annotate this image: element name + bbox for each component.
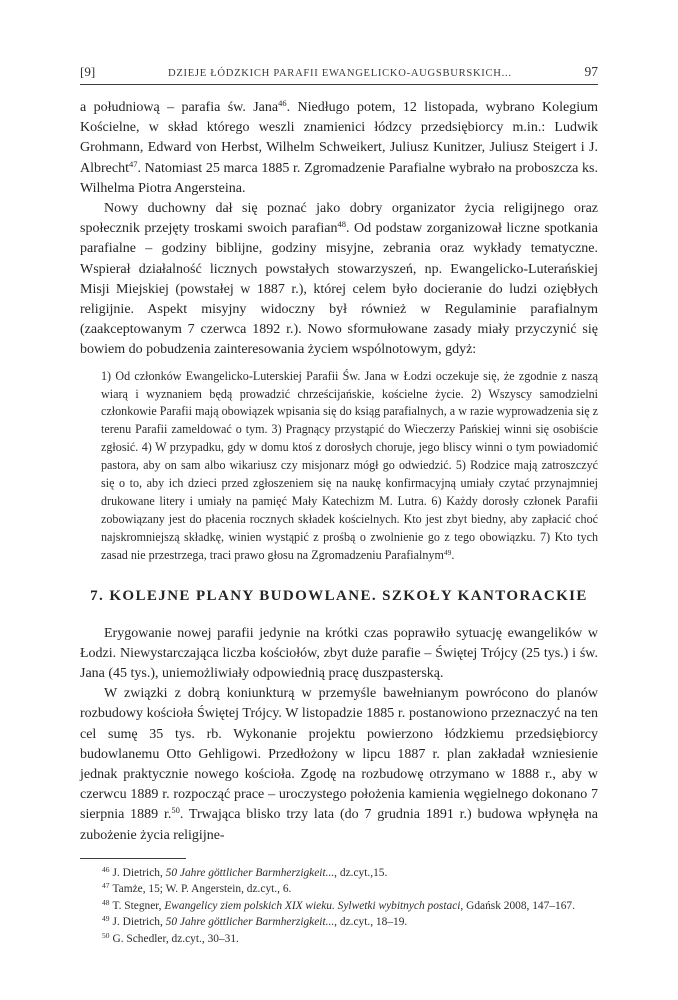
footnote-title-italic: Ewangelicy ziem polskich XIX wieku. Sylwetki wybitnych postaci bbox=[164, 899, 461, 912]
footnotes-block bbox=[80, 865, 598, 948]
footnote-marker: 49 bbox=[102, 914, 110, 924]
footnote-text: , dz.cyt.,15. bbox=[334, 866, 388, 879]
quote-text: . bbox=[451, 547, 455, 562]
footnote-text: J. Dietrich, bbox=[112, 866, 166, 879]
quote-text: 1) Od członków Ewangelicko-Luterskiej Parafii Św. Jana w Łodzi oczekuje się, że zgodnie z naszą wiarą i wyznaniem będą prowadzić chrześcijańskie, kościelne życie. 2) Wszyscy samodzielni członkowie Parafii mają obowiązek wpisania się do ksiąg parafialnych, a w razie wyprowadzenia się z terenu Parafii zameldować o tym. 3) Pragnący przystąpić do Wieczerzy Pańskiej winni się osobiście zgłosić. 4) W przypadku, gdy w domu ktoś z dorosłych choruje, jego bliscy winni o tym powiadomić pastora, aby on sam albo wikariusz czy misjonarz mógł go odwiedzić. 5) Rodzice mają zatroszczyć się o to, aby ich dzieci przed zgłoszeniem się na naukę konfirmacyjną umiały czytać przynajmniej drukowane litery i umiały na pamięć Mały Katechizm M. Lutra. 6) Każdy dorosły członek Parafii zobowiązany jest do płacenia rocznych składek kościelnych. Kto jest zbyt biedny, aby zapłacić choć najskromniejszą składkę, winien wystąpić z prośbą o zwolnienie go z tego obowiązku. 7) Kto tych zasad nie przestrzega, traci prawo głosu na Zgromadzeniu Parafialnym bbox=[101, 368, 598, 562]
running-header bbox=[80, 64, 598, 85]
footnote bbox=[80, 898, 598, 915]
paragraph-text: . Trwająca blisko trzy lata (do 7 grudnia 1891 r.) budowa wpłynęła na zubożenie życia religijne- bbox=[80, 807, 598, 843]
paragraph bbox=[80, 684, 598, 846]
footnote-title-italic: 50 Jahre göttlicher Barmherzigkeit... bbox=[165, 866, 335, 879]
footnote-marker: 50 bbox=[102, 930, 110, 940]
paragraph: Erygowanie nowej parafii jedynie na krótki czas poprawiło sytuację ewangelików w Łodzi. Niewystarczająca liczba kościołów, zbyt duże parafie – Świętej Trójcy (25 tys.) i św. Jana (45 tys.), uniemożliwiały odpowiednią pracę duszpasterską. bbox=[80, 625, 598, 682]
footnote-text: T. Stegner, bbox=[112, 899, 165, 912]
paragraph-text: . Od podstaw zorganizował liczne spotkania parafialne – godziny biblijne, godziny misyjne, zebrania oraz wykłady tematyczne. Wspierał działalność licznych powstałych stowarzyszeń, np. Ewangelicko-Luterańskiej Misji Miejskiej (powstałej w 1887 r.), której celem było docieranie do ludzi oziębłych religijnie. Aspekt misyjny widoczny był również w Regulaminie parafialnym (zaakceptowanym 7 czerwca 1892 r.). Nowo sformułowane zasady miały przyczynić się bowiem do pobudzenia zainteresowania życiem wspólnotowym, gdyż: bbox=[80, 221, 598, 358]
footnote-title-italic: 50 Jahre göttlicher Barmherzigkeit... bbox=[165, 916, 335, 929]
footnote-text: , Gdańsk 2008, 147–167. bbox=[460, 899, 575, 912]
paragraph-text: Nowy duchowny dał się poznać jako dobry organizator życia religijnego oraz społecznik przejęty troskami swoich parafian bbox=[80, 201, 598, 237]
footnote bbox=[80, 865, 598, 882]
section-heading: 7. KOLEJNE PLANY BUDOWLANE. SZKOŁY KANTORACKIE bbox=[90, 587, 588, 604]
footnote-ref-47: 47 bbox=[128, 158, 138, 169]
footnote-text: J. Dietrich, bbox=[112, 916, 166, 929]
footnote bbox=[80, 881, 598, 898]
footnote-ref-49: 49 bbox=[443, 547, 452, 557]
footnote-ref-48: 48 bbox=[337, 219, 346, 230]
column-number: [9] bbox=[80, 64, 96, 79]
paragraph-text: . Niedługo potem, 12 listopada, wybrano Kolegium Kościelne, w skład którego weszli znamienici łódzcy przedsiębiorcy m.in.: Ludwik Grohmann, Edward von Herbst, Wilhelm Schweikert, Juliusz Kunitzer, Juliusz Steigert i J. Albrecht bbox=[80, 100, 599, 176]
paragraph-continuation bbox=[80, 98, 598, 199]
footnote bbox=[80, 931, 598, 948]
footnote-text: , dz.cyt., 18–19. bbox=[334, 916, 408, 929]
paragraph-text: a południową – parafia św. Jana bbox=[80, 100, 279, 115]
block-quote bbox=[80, 368, 598, 565]
running-title: DZIEJE ŁÓDZKICH PARAFII EWANGELICKO-AUGSBURSKICH... bbox=[167, 68, 512, 79]
footnote-marker: 46 bbox=[102, 864, 110, 874]
footnote-ref-50: 50 bbox=[171, 805, 180, 816]
paragraph-text: W związki z dobrą koniunkturą w przemyśle bawełnianym powrócono do planów rozbudowy kościoła Świętej Trójcy. W listopadzie 1885 r. postanowiono przeznaczyć na ten cel sumę 35 tys. rb. Wykonanie projektu powierzono łódzkiemu przedsiębiorcy budowlanemu Otto Gehligowi. Przedłożony w lipcu 1887 r. plan zakładał wzniesienie jednak praktycznie nowego kościoła. Zgodę na rozbudowę otrzymano w 1888 r., aby w czerwcu 1889 r. rozpocząć prace – uroczystego położenia kamienia węgielnego dokonano 7 sierpnia 1889 r. bbox=[80, 686, 598, 823]
footnote-marker: 48 bbox=[102, 897, 110, 907]
footnote-text: Tamże, 15; W. P. Angerstein, dz.cyt., 6. bbox=[112, 883, 292, 896]
footnote-text: G. Schedler, dz.cyt., 30–31. bbox=[112, 932, 239, 945]
footnote-marker: 47 bbox=[102, 881, 110, 891]
footnote bbox=[80, 914, 598, 931]
footnote-separator-rule bbox=[80, 858, 186, 859]
page-number: 97 bbox=[584, 64, 598, 79]
paragraph-text: . Natomiast 25 marca 1885 r. Zgromadzenie Parafialne wybrało na proboszcza ks. Wilhelma Piotra Angersteina. bbox=[80, 160, 598, 196]
paragraph bbox=[80, 199, 598, 361]
footnote-ref-46: 46 bbox=[278, 98, 287, 108]
